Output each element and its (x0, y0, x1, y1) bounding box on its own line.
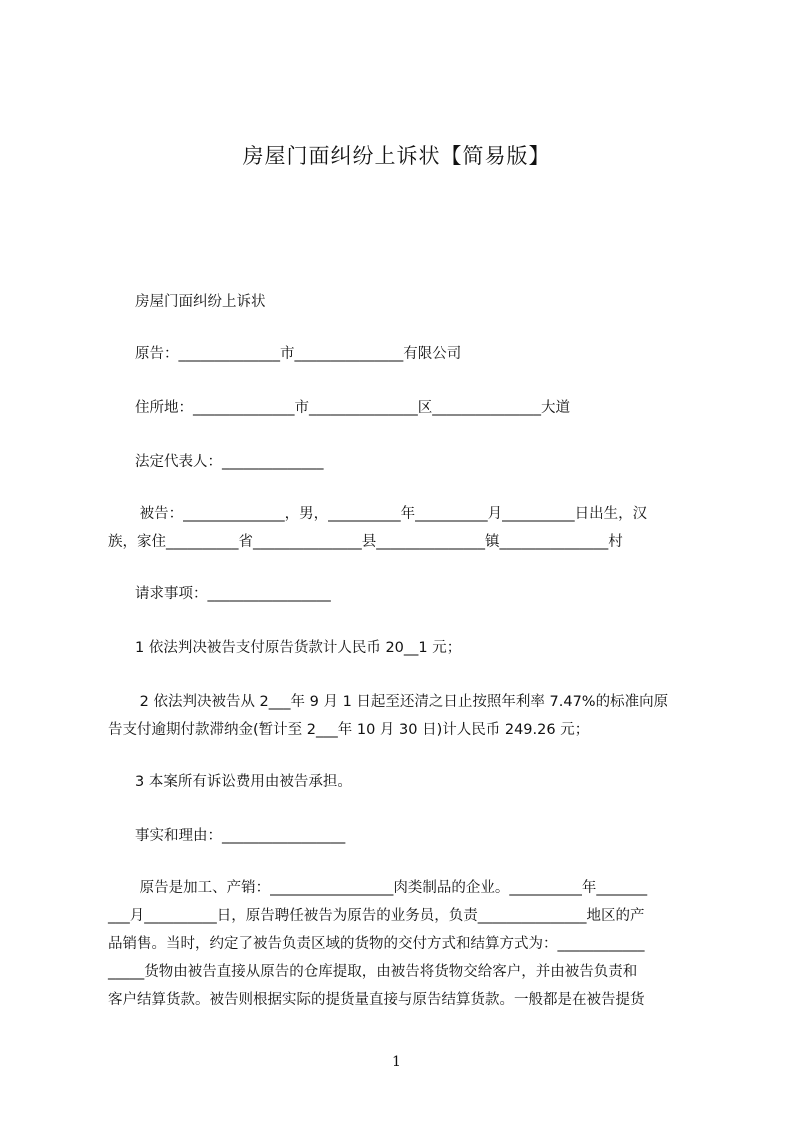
document-title: 房屋门面纠纷上诉状【简易版】 (242, 144, 551, 168)
claim-2-line-2: 告支付逾期付款滞纳金(暂计至 2___年 10 月 30 日)计人民币 249.26 元； (108, 722, 590, 738)
facts-line-1: 原告是加工、产销：_________________肉类制品的企业。__________年_______ (135, 880, 648, 896)
facts-line-4: _____货物由被告直接从原告的仓库提取，由被告将货物交给客户，并由被告负责和 (108, 964, 638, 980)
defendant-line-1: 被告：______________，男，__________年__________月__________日出生，汉 (135, 506, 648, 522)
plaintiff-line: 原告：______________市_______________有限公司 (135, 346, 462, 362)
address-line: 住所地：______________市_______________区_______________大道 (135, 400, 570, 416)
page-number: 1 (392, 1054, 401, 1070)
facts-line-3: 品销售。当时，约定了被告负责区域的货物的交付方式和结算方式为：____________ (108, 936, 645, 952)
claims-heading-line: 请求事项：_________________ (135, 586, 331, 602)
defendant-line-2: 族，家住__________省_______________县_______________镇_______________村 (108, 534, 623, 550)
legal-rep-line: 法定代表人：______________ (135, 454, 324, 470)
facts-line-5: 客户结算货款。被告则根据实际的提货量直接与原告结算货款。一般都是在被告提货 (108, 992, 645, 1008)
subtitle-line: 房屋门面纠纷上诉状 (135, 294, 266, 310)
claim-2-line-1: 2 依法判决被告从 2___年 9 月 1 日起至还清之日止按照年利率 7.47%的标准向原 (135, 694, 669, 710)
claim-3-line: 3 本案所有诉讼费用由被告承担。 (135, 774, 352, 790)
facts-heading-line: 事实和理由：_________________ (135, 828, 346, 844)
claim-1-line: 1 依法判决被告支付原告货款计人民币 20__1 元； (135, 640, 462, 656)
facts-line-2: ___月__________日，原告聘任被告为原告的业务员，负责_______________地区的产 (108, 908, 645, 924)
